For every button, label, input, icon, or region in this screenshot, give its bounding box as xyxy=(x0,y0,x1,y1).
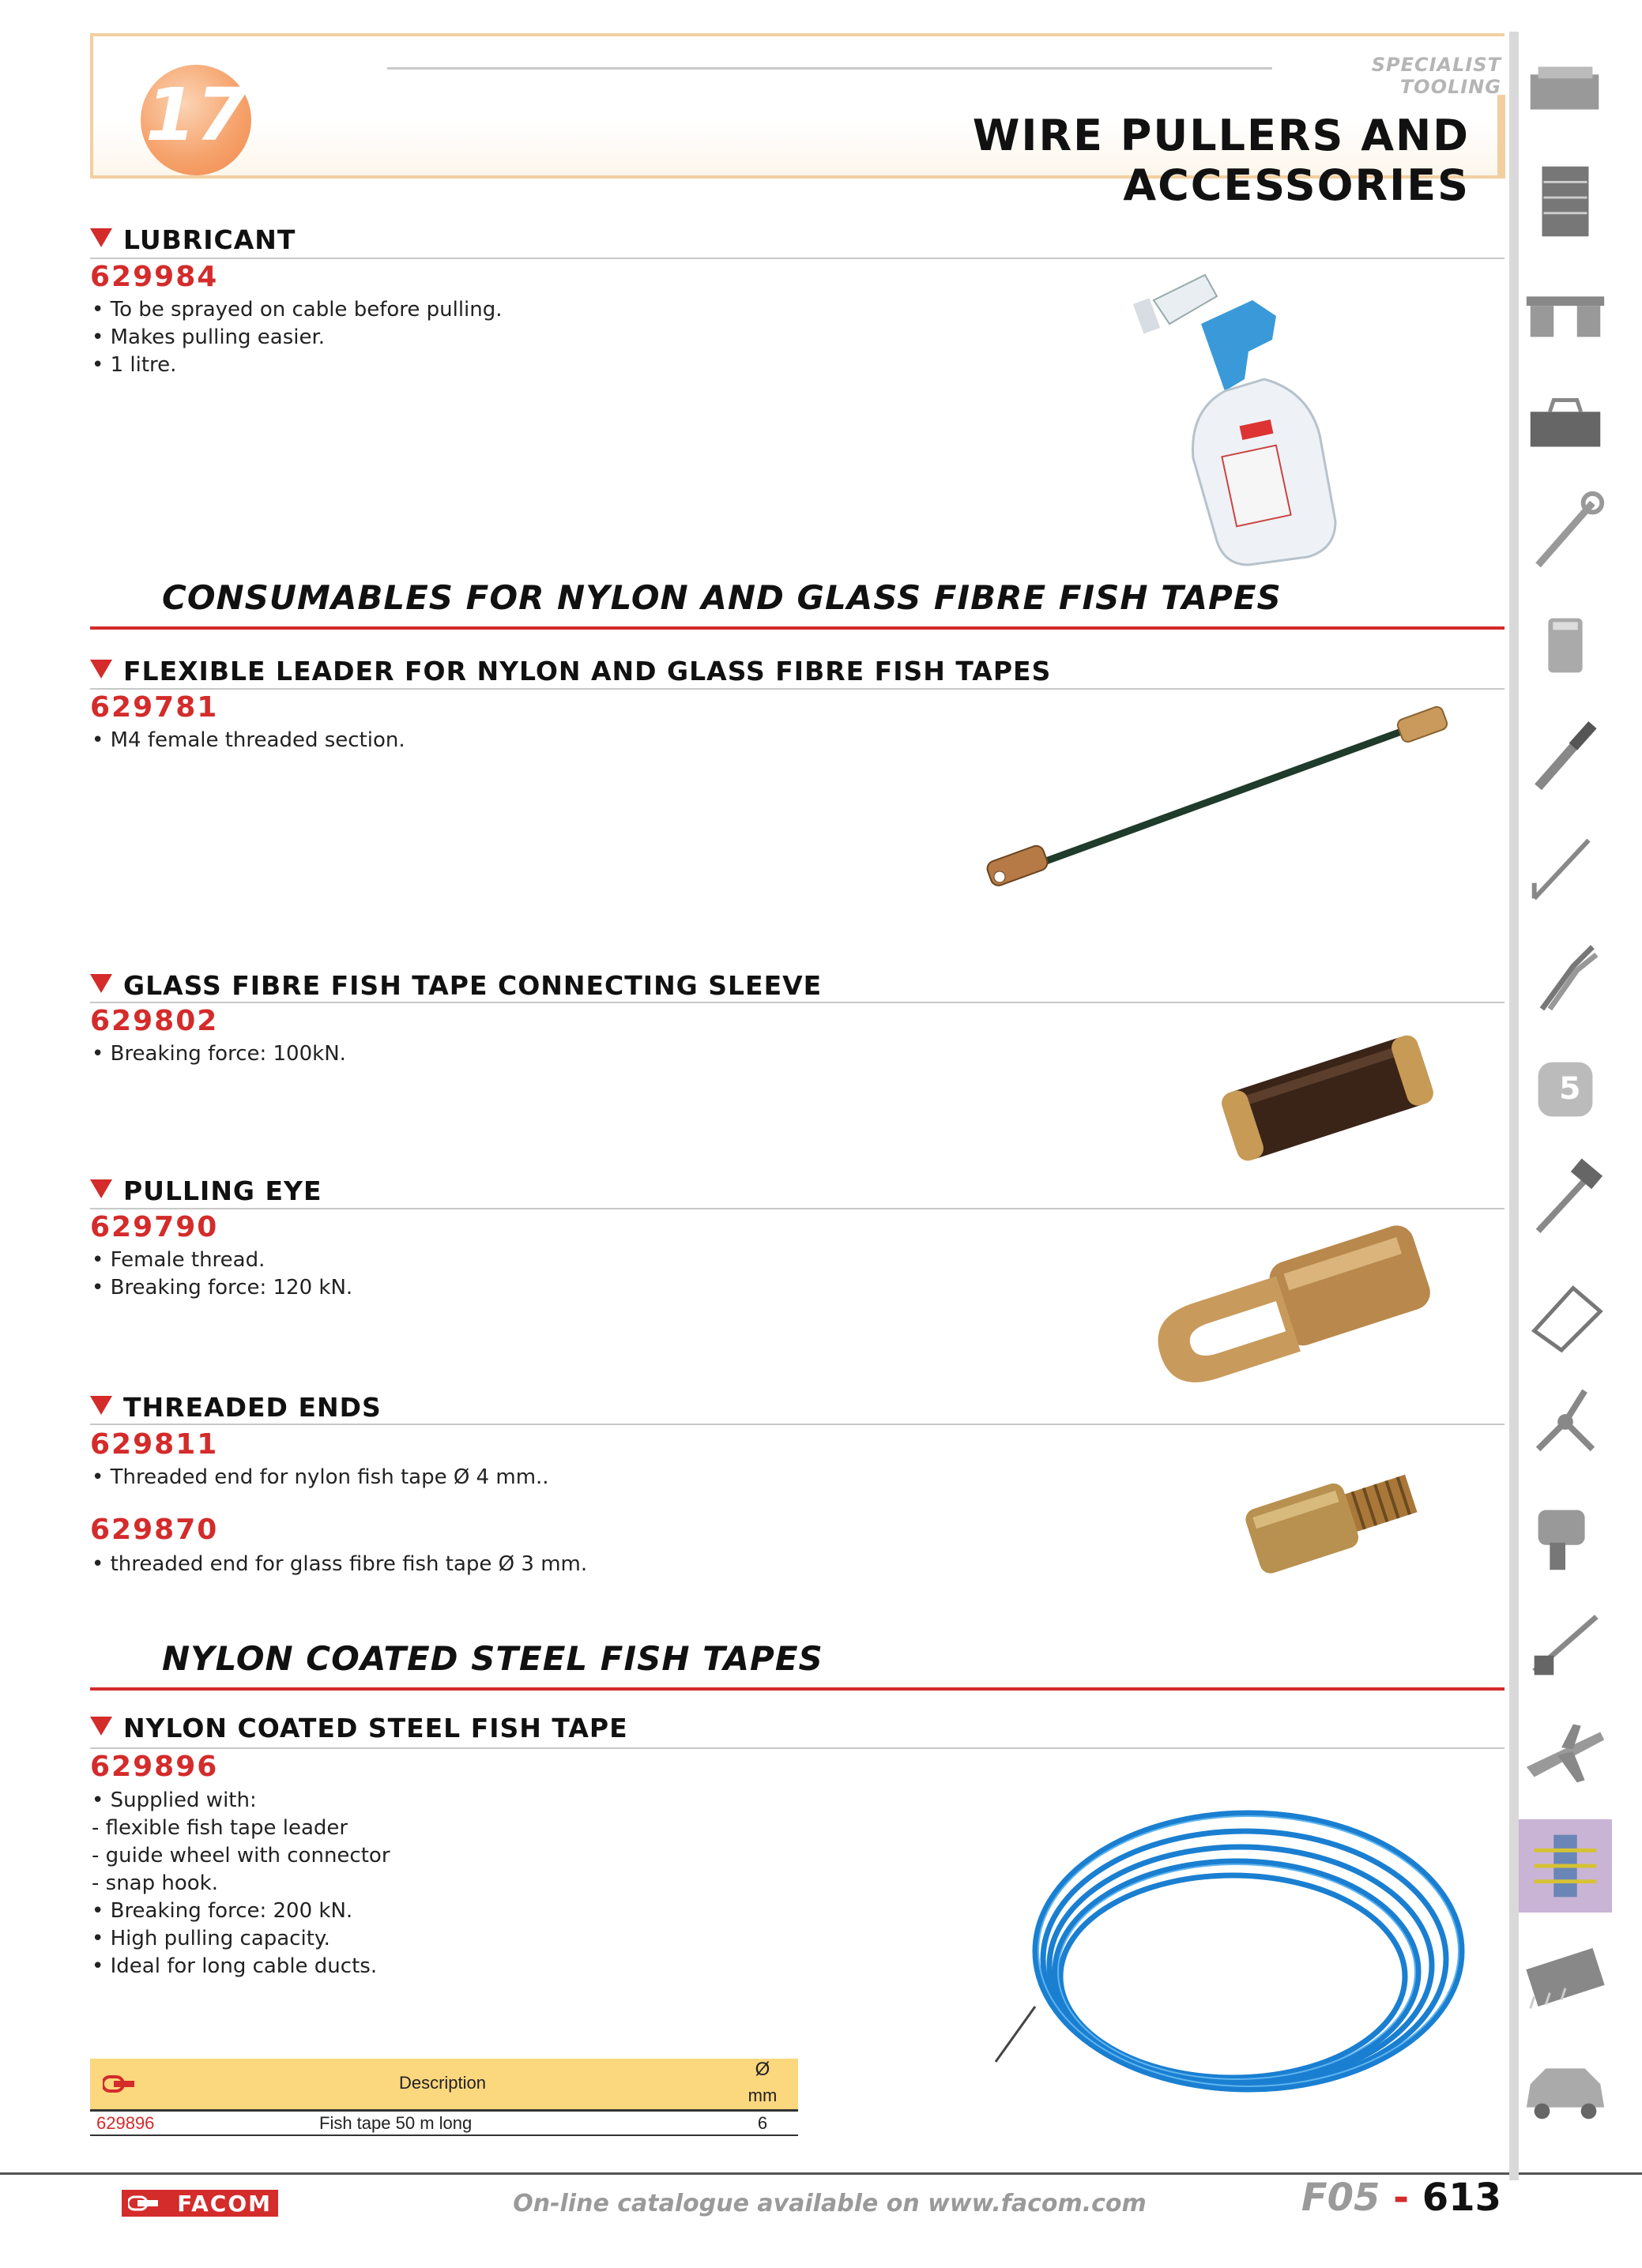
category-label: SPECIALIST TOOLING xyxy=(1371,54,1501,98)
bullet: - flexible fish tape leader xyxy=(92,1816,348,1840)
item-heading-text: LUBRICANT xyxy=(123,224,296,255)
car-icon[interactable] xyxy=(1519,2041,1612,2134)
product-ref: 629781 xyxy=(90,691,219,724)
footer-rule xyxy=(0,2172,1642,2175)
item-heading-connecting-sleeve xyxy=(90,970,822,1001)
puller-icon[interactable] xyxy=(1519,1375,1612,1469)
triangle-marker-icon xyxy=(90,1396,112,1415)
sidebar-strip xyxy=(1509,32,1519,2180)
item-heading-text: NYLON COATED STEEL FISH TAPE xyxy=(123,1713,628,1743)
header-frame-edge xyxy=(1497,95,1505,179)
triangle-marker-icon xyxy=(90,974,112,993)
section-rule xyxy=(90,1687,1505,1691)
hex-key-icon[interactable] xyxy=(1519,821,1612,914)
item-heading-text: PULLING EYE xyxy=(123,1175,322,1206)
page-number xyxy=(1264,2176,1501,2220)
bullet: • Female thread. xyxy=(92,1248,266,1272)
table-cell-ref: 629896 xyxy=(96,2113,155,2133)
table-rule xyxy=(90,2109,798,2112)
triangle-marker-icon xyxy=(90,1179,112,1198)
page-separator: - xyxy=(1380,2176,1422,2220)
bullet-list xyxy=(92,1040,346,1068)
threaded-end-image xyxy=(1233,1446,1430,1588)
bullet-list xyxy=(92,296,503,379)
item-heading-text: GLASS FIBRE FISH TAPE CONNECTING SLEEVE xyxy=(123,970,823,1001)
svg-text:5: 5 xyxy=(1559,1070,1581,1107)
aircraft-icon[interactable] xyxy=(1519,1709,1612,1802)
table-cell-description: Fish tape 50 m long xyxy=(319,2113,473,2133)
spray-bottle-image xyxy=(1106,253,1359,569)
page-prefix: F05 xyxy=(1301,2176,1380,2220)
flexible-leader-image xyxy=(972,695,1478,901)
bullet: • Ideal for long cable ducts. xyxy=(92,1954,378,1978)
tool-box-icon[interactable] xyxy=(1519,377,1612,470)
bullet: - snap hook. xyxy=(92,1871,218,1895)
page-title: WIRE PULLERS AND ACCESSORIES xyxy=(972,111,1470,210)
item-rule xyxy=(90,1424,1505,1425)
category-rule xyxy=(387,67,1272,70)
facom-logo-text: FACOM xyxy=(177,2190,272,2217)
facom-ref-icon xyxy=(103,2074,136,2093)
fish-tape-coil-image xyxy=(988,1793,1478,2133)
item-rule xyxy=(90,1002,1505,1003)
facom-logo xyxy=(122,2190,278,2217)
bullet: • Breaking force: 120 kN. xyxy=(92,1276,353,1299)
bullet: • Breaking force: 200 kN. xyxy=(92,1899,353,1923)
table-col-description: Description xyxy=(398,2073,487,2093)
bullet-list xyxy=(92,1787,390,1980)
product-ref: 629811 xyxy=(90,1428,219,1461)
item-heading-threaded-ends xyxy=(90,1392,382,1423)
facom-logo-mark-icon xyxy=(128,2195,160,2211)
bullet: • Threaded end for nylon fish tape Ø 4 mm.. xyxy=(92,1465,549,1489)
table-cell-diameter: 6 xyxy=(757,2113,768,2133)
page-number-value: 613 xyxy=(1422,2176,1501,2220)
item-heading-flexible-leader xyxy=(90,656,1051,686)
bullet: - guide wheel with connector xyxy=(92,1844,390,1867)
workbench-icon[interactable] xyxy=(1519,265,1612,359)
wrench-icon[interactable] xyxy=(1519,487,1612,581)
pulling-eye-image xyxy=(1138,1217,1454,1406)
connecting-sleeve-image xyxy=(1209,1027,1446,1169)
socket-icon[interactable] xyxy=(1519,599,1612,692)
footer-online-link[interactable]: On-line catalogue available on www.facom.com xyxy=(513,2190,1147,2217)
item-heading-text: FLEXIBLE LEADER FOR NYLON AND GLASS FIBRE FISH TAPES xyxy=(123,656,1052,686)
hammer-icon[interactable] xyxy=(1519,1153,1612,1247)
item-heading-steel-fish-tape xyxy=(90,1713,628,1743)
product-ref: 629896 xyxy=(90,1751,219,1783)
product-ref: 629802 xyxy=(90,1005,219,1037)
tool-cabinet-icon[interactable] xyxy=(1519,155,1612,248)
bullet: • Supplied with: xyxy=(92,1788,257,1812)
item-rule xyxy=(90,688,1505,690)
triangle-marker-icon xyxy=(90,1717,112,1736)
pipe-wrench-icon[interactable] xyxy=(1519,1597,1612,1691)
product-ref: 629870 xyxy=(90,1514,219,1546)
pliers-icon[interactable] xyxy=(1519,931,1612,1025)
bullet-list xyxy=(92,727,405,754)
section-title-consumables: CONSUMABLES FOR NYLON AND GLASS FIBRE FISH TAPES xyxy=(162,578,1282,617)
table-bottom-rule xyxy=(90,2134,798,2136)
table-row xyxy=(90,2112,798,2134)
bullet: • Breaking force: 100kN. xyxy=(92,1042,346,1066)
bullet-list xyxy=(92,1247,352,1302)
bullet: • To be sprayed on cable before pulling. xyxy=(92,298,503,322)
air-tool-icon[interactable] xyxy=(1519,1487,1612,1580)
item-heading-text: THREADED ENDS xyxy=(123,1392,382,1423)
product-ref: 629984 xyxy=(90,261,219,293)
item-rule xyxy=(90,1747,1505,1749)
hacksaw-icon[interactable] xyxy=(1519,1265,1612,1358)
triangle-marker-icon xyxy=(90,228,112,247)
triangle-marker-icon xyxy=(90,660,112,679)
section-rule xyxy=(90,626,1505,630)
table-col-diameter-unit: mm xyxy=(748,2086,778,2105)
bullet: • Makes pulling easier. xyxy=(92,325,326,349)
section-title-steel: NYLON COATED STEEL FISH TAPES xyxy=(162,1639,823,1678)
bullet: • 1 litre. xyxy=(92,353,177,377)
electrical-icon[interactable] xyxy=(1519,1819,1612,1913)
electronics-icon[interactable] xyxy=(1519,1931,1612,2024)
bullet: • High pulling capacity. xyxy=(92,1927,330,1950)
product-ref: 629790 xyxy=(90,1211,219,1243)
item-rule xyxy=(90,1208,1505,1209)
bullet: • threaded end for glass fibre fish tape Ø 3 mm. xyxy=(92,1552,588,1576)
chapter-number: 17 xyxy=(145,73,247,157)
bullet: • M4 female threaded section. xyxy=(92,728,405,752)
item-heading-lubricant xyxy=(90,224,296,255)
item-heading-pulling-eye xyxy=(90,1175,322,1206)
table-col-diameter-symbol: Ø xyxy=(755,2059,770,2080)
screwdriver-icon[interactable] xyxy=(1519,709,1612,803)
toolbox-tray-icon[interactable] xyxy=(1519,43,1612,137)
tape-measure-icon[interactable] xyxy=(1519,1043,1612,1136)
